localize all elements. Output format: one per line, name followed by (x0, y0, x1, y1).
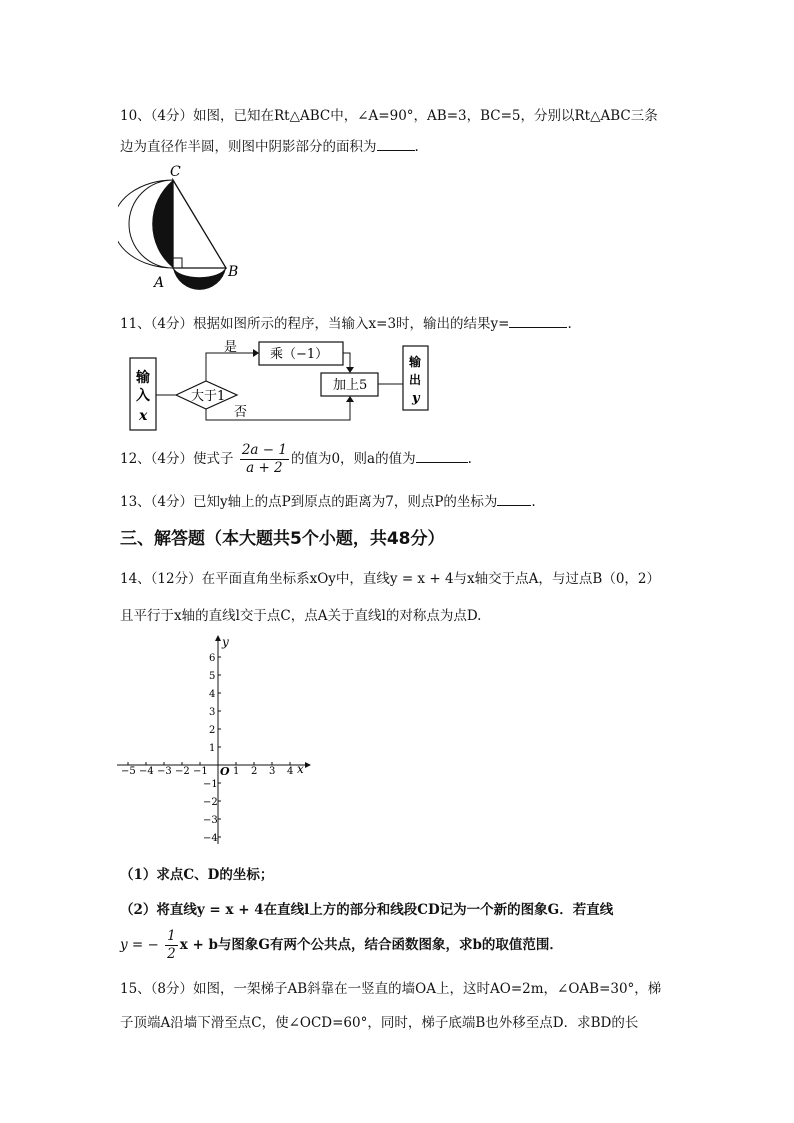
q11-flowchart (128, 340, 458, 435)
q14-eq-suffix: x + b与图象G有两个公共点，结合函数图象，求b的取值范围． (179, 937, 563, 953)
multiply-to-add-arrow (346, 367, 354, 373)
x-tick-label: −3 (157, 766, 172, 777)
q12-fraction (240, 442, 289, 477)
q12-end: . (467, 451, 472, 467)
y-axis-label: y (222, 635, 229, 649)
q14-eq-prefix: y = − (120, 937, 159, 953)
triangle-abc (173, 180, 226, 268)
section-heading: 三、解答题（本大题共5个小题，共48分） (120, 529, 445, 549)
q14-frac-num: 1 (167, 928, 176, 944)
origin-label: O (220, 765, 230, 778)
y-tick-label: −2 (203, 797, 218, 808)
label-b: B (228, 264, 239, 280)
q11-line (120, 312, 572, 332)
q14-part2-line1: （2）将直线y = x + 4在直线l上方的部分和线段CD记为一个新的图象G．若直线 (120, 902, 614, 918)
multiply-label: 乘（−1） (270, 347, 329, 362)
q11-end: . (567, 316, 572, 332)
x-tick-label: −5 (121, 766, 136, 777)
multiply-to-add-line (343, 353, 350, 368)
yes-line (206, 353, 253, 381)
y-tick-label: −1 (203, 779, 218, 790)
y-axis-arrow (215, 635, 221, 641)
input-char-1: 输 (136, 370, 150, 386)
y-tick-label: 4 (209, 689, 216, 700)
y-tick-label: 1 (209, 743, 216, 754)
q13-line (120, 490, 536, 510)
y-tick-label: −3 (203, 815, 218, 826)
q12-denominator: a + 2 (246, 460, 283, 476)
q15-line1: 15、（8分）如图，一架梯子AB斜靠在一竖直的墙OA上，这时AO=2m，∠OAB=30°，梯 (120, 981, 662, 997)
q12-suffix: 的值为0，则a的值为 (290, 451, 416, 467)
y-tick-label: 5 (209, 671, 216, 682)
input-char-3: x (139, 408, 148, 424)
q10-end: . (414, 139, 419, 155)
q10-line2 (120, 135, 419, 155)
y-tick-label: −4 (203, 833, 218, 844)
input-char-2: 入 (136, 388, 150, 404)
y-tick-label: 6 (209, 653, 216, 664)
q15-line2: 子顶端A沿墙下滑至点C，使∠OCD=60°，同时，梯子底端B也外移至点D．求BD的长 (120, 1015, 639, 1031)
output-char-2: 出 (409, 373, 422, 387)
q12-numerator: 2a − 1 (241, 442, 287, 458)
q12-prefix: 12、（4分）使式子 (120, 451, 234, 467)
q14-line2: 且平行于x轴的直线l交于点C，点A关于直线l的对称点为点D. (120, 608, 482, 624)
add-label: 加上5 (333, 378, 368, 393)
q14-line1: 14、（12分）在平面直角坐标系xOy中，直线y = x + 4与x轴交于点A，与过点B（0，2） (120, 571, 660, 587)
x-axis-arrow (305, 762, 311, 768)
q14-fraction (165, 928, 178, 963)
decision-label: 大于1 (191, 389, 226, 404)
output-char-1: 输 (409, 355, 422, 369)
answer-blank (377, 138, 415, 151)
no-arrow (346, 396, 354, 402)
no-label: 否 (234, 405, 248, 420)
x-tick-label: −4 (139, 766, 154, 777)
answer-blank (509, 315, 567, 328)
yes-arrow (253, 349, 259, 357)
x-tick-label: −1 (193, 766, 208, 777)
q10-line2-text: 边为直径作半圆，则图中阴影部分的面积为 (120, 139, 377, 155)
no-line (206, 401, 350, 420)
semicircle-ac (152, 180, 173, 268)
x-axis-label: x (297, 762, 304, 776)
q10-figure (118, 160, 268, 305)
q14-part2-line2 (120, 928, 563, 963)
q11-text: 11、（4分）根据如图所示的程序，当输入x=3时，输出的结果y= (120, 316, 510, 332)
right-angle-mark (173, 258, 182, 268)
q14-part1: （1）求点C、D的坐标； (120, 867, 274, 883)
x-tick-label: 4 (287, 766, 294, 777)
x-tick-label: 2 (251, 766, 258, 777)
x-tick-label: −2 (175, 766, 190, 777)
answer-blank (416, 450, 468, 463)
x-tick-label: 1 (233, 766, 240, 777)
x-tick-label: 3 (269, 766, 276, 777)
coordinate-grid (115, 632, 315, 852)
q10-line1: 10、（4分）如图，已知在Rt△ABC中，∠A=90°，AB=3，BC=5，分别以Rt△ABC三条 (120, 108, 658, 124)
output-char-3: y (412, 391, 420, 406)
label-c: C (170, 164, 181, 180)
answer-blank (497, 493, 531, 506)
q13-end: . (531, 494, 536, 510)
q14-frac-den: 2 (167, 946, 176, 962)
q13-text: 13、（4分）已知y轴上的点P到原点的距离为7，则点P的坐标为 (120, 494, 498, 510)
y-tick-label: 2 (209, 725, 216, 736)
y-tick-label: 3 (209, 707, 216, 718)
label-a: A (154, 275, 165, 291)
yes-label: 是 (224, 340, 238, 355)
q12-line (120, 442, 472, 477)
